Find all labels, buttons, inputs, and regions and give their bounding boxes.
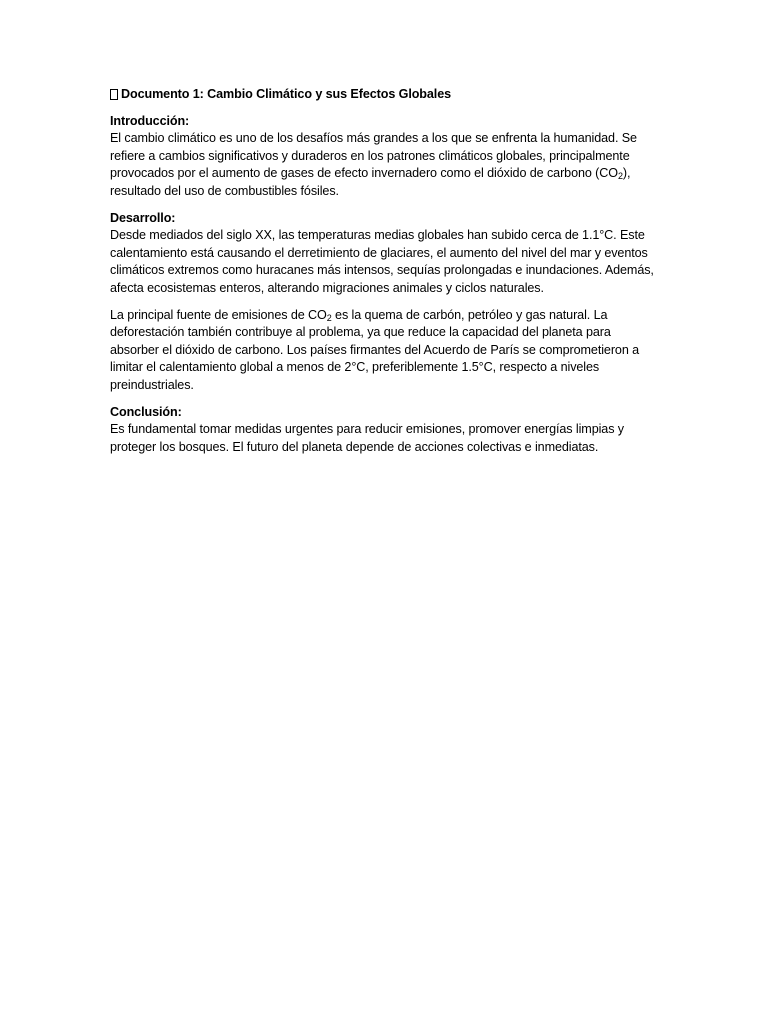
development-paragraph-2-a: La principal fuente de emisiones de CO [110,307,327,322]
intro-text-a: El cambio climático es uno de los desafíos más grandes a los que se enfrenta la humanidad. Se refiere a cambios significativos y duraderos en los patrones climáticos globales, principalmente provocados por el aumento de gases de efecto invernadero como el dióxido de carbono (CO [110,131,637,181]
document-title [110,86,658,104]
development-section [110,210,658,395]
intro-section [110,113,658,201]
conclusion-section [110,404,658,457]
development-paragraph-1-wrap [110,227,658,297]
development-paragraph-2-wrap [110,307,658,395]
development-heading: Desarrollo: [110,210,176,225]
development-paragraph-2-subscript: 2 [326,312,332,323]
intro-subscript: 2 [617,171,623,182]
intro-paragraph [110,130,658,200]
conclusion-heading: Conclusión: [110,404,182,419]
development-paragraph-1: Desde mediados del siglo XX, las temperaturas medias globales han subido cerca de 1.1°C. Este calentamiento está causando el derretimiento de glaciares, el aumento del nivel del mar y eventos climáticos extremos como huracanes más intensos, sequías prolongadas e inundaciones. Además, afecta ecosistemas enteros, alterando migraciones animales y ciclos naturales. [110,228,654,295]
missing-glyph-icon [110,89,118,100]
development-paragraph-2 [110,307,658,395]
document-page [110,86,658,465]
development-paragraph-2-b: es la quema de carbón, petróleo y gas natural. La deforestación también contribuye al problema, ya que reduce la capacidad del planeta para absorber el dióxido de carbono. Los países firmantes del Acuerdo de París se comprometieron a limitar el calentamiento global a menos de 2°C, preferiblemente 1.5°C, respecto a niveles preindustriales. [110,307,640,392]
intro-heading: Introducción: [110,113,190,128]
document-title-text: Documento 1: Cambio Climático y sus Efectos Globales [121,87,452,101]
conclusion-paragraph: Es fundamental tomar medidas urgentes para reducir emisiones, promover energías limpias y proteger los bosques. El futuro del planeta depende de acciones colectivas e inmediatas. [110,422,624,454]
intro-text-b: ), resultado del uso de combustibles fósiles. [110,166,631,198]
